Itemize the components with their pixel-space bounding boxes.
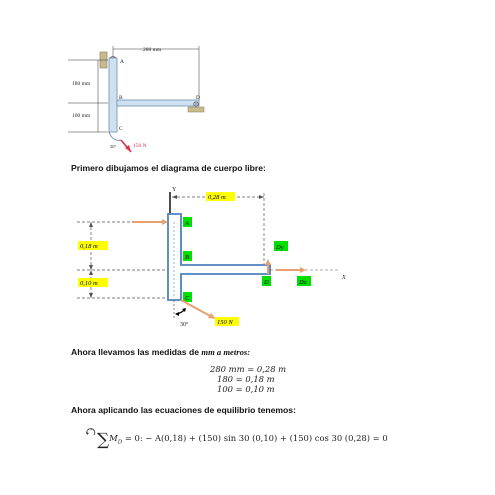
heading-conversion bbox=[71, 347, 250, 357]
fbd-dim-028: 0,28 m bbox=[208, 194, 226, 201]
rotation-icon bbox=[85, 426, 97, 438]
top-dim-100: 100 mm bbox=[72, 113, 91, 119]
fbd-label-c: C bbox=[185, 295, 190, 302]
equation-moment: $\sum M_D = 0$: − A(0,18) + (150) sin 30 (0,10) + (150) cos 30 (0,28) = 0 bbox=[97, 430, 388, 450]
fbd-angle-label: 30° bbox=[180, 322, 189, 328]
vertical-bar bbox=[109, 58, 117, 132]
fbd-dim-018: 0,18 m bbox=[80, 243, 98, 250]
top-label-b: B bbox=[119, 95, 123, 101]
fbd-axis-x: X bbox=[342, 275, 346, 281]
horizontal-bar bbox=[117, 100, 199, 106]
conversion-1: 280 mm = 0,28 m bbox=[210, 364, 287, 374]
top-force-label: 150 N bbox=[133, 143, 147, 149]
free-body-diagram bbox=[0, 180, 495, 340]
fbd-label-a: A bbox=[185, 220, 189, 227]
heading-free-body: Primero dibujamos el diagrama de cuerpo libre: bbox=[71, 163, 266, 173]
conversion-3: 100 = 0,10 m bbox=[217, 384, 275, 394]
svg-text:+: + bbox=[90, 427, 93, 432]
fbd-force-label: 150 N bbox=[217, 319, 233, 326]
equation-sub: D bbox=[117, 439, 123, 446]
fbd-label-b: B bbox=[185, 254, 189, 261]
fbd-label-d: D bbox=[264, 279, 269, 286]
roller-support bbox=[188, 107, 204, 112]
top-label-a: A bbox=[120, 59, 124, 65]
top-dim-180: 180 mm bbox=[72, 81, 91, 87]
fbd-label-dy: Dy bbox=[276, 244, 284, 251]
heading-equilibrium: Ahora aplicando las ecuaciones de equilibrio tenemos: bbox=[71, 405, 296, 415]
textbook-figure bbox=[0, 40, 495, 160]
equation-rhs: = 0: − A(0,18) + (150) sin 30 (0,10) + (150) cos 30 (0,28) = 0 bbox=[124, 433, 388, 443]
top-dim-280: 280 mm bbox=[143, 47, 162, 53]
fbd-dim-010: 0,10 m bbox=[80, 280, 98, 287]
heading-conversion-pre: Ahora llevamos las medidas de bbox=[71, 347, 202, 357]
heading-conversion-em: mm a metros: bbox=[201, 347, 251, 357]
top-label-c: C bbox=[119, 126, 123, 132]
conversion-2: 180 = 0,18 m bbox=[217, 374, 275, 384]
fbd-label-dx: Dx bbox=[299, 279, 307, 286]
top-angle-label: 30° bbox=[110, 144, 117, 149]
equation-lhs: M bbox=[109, 433, 118, 443]
top-label-d: D bbox=[196, 95, 200, 101]
fbd-axis-y: Y bbox=[172, 187, 177, 193]
